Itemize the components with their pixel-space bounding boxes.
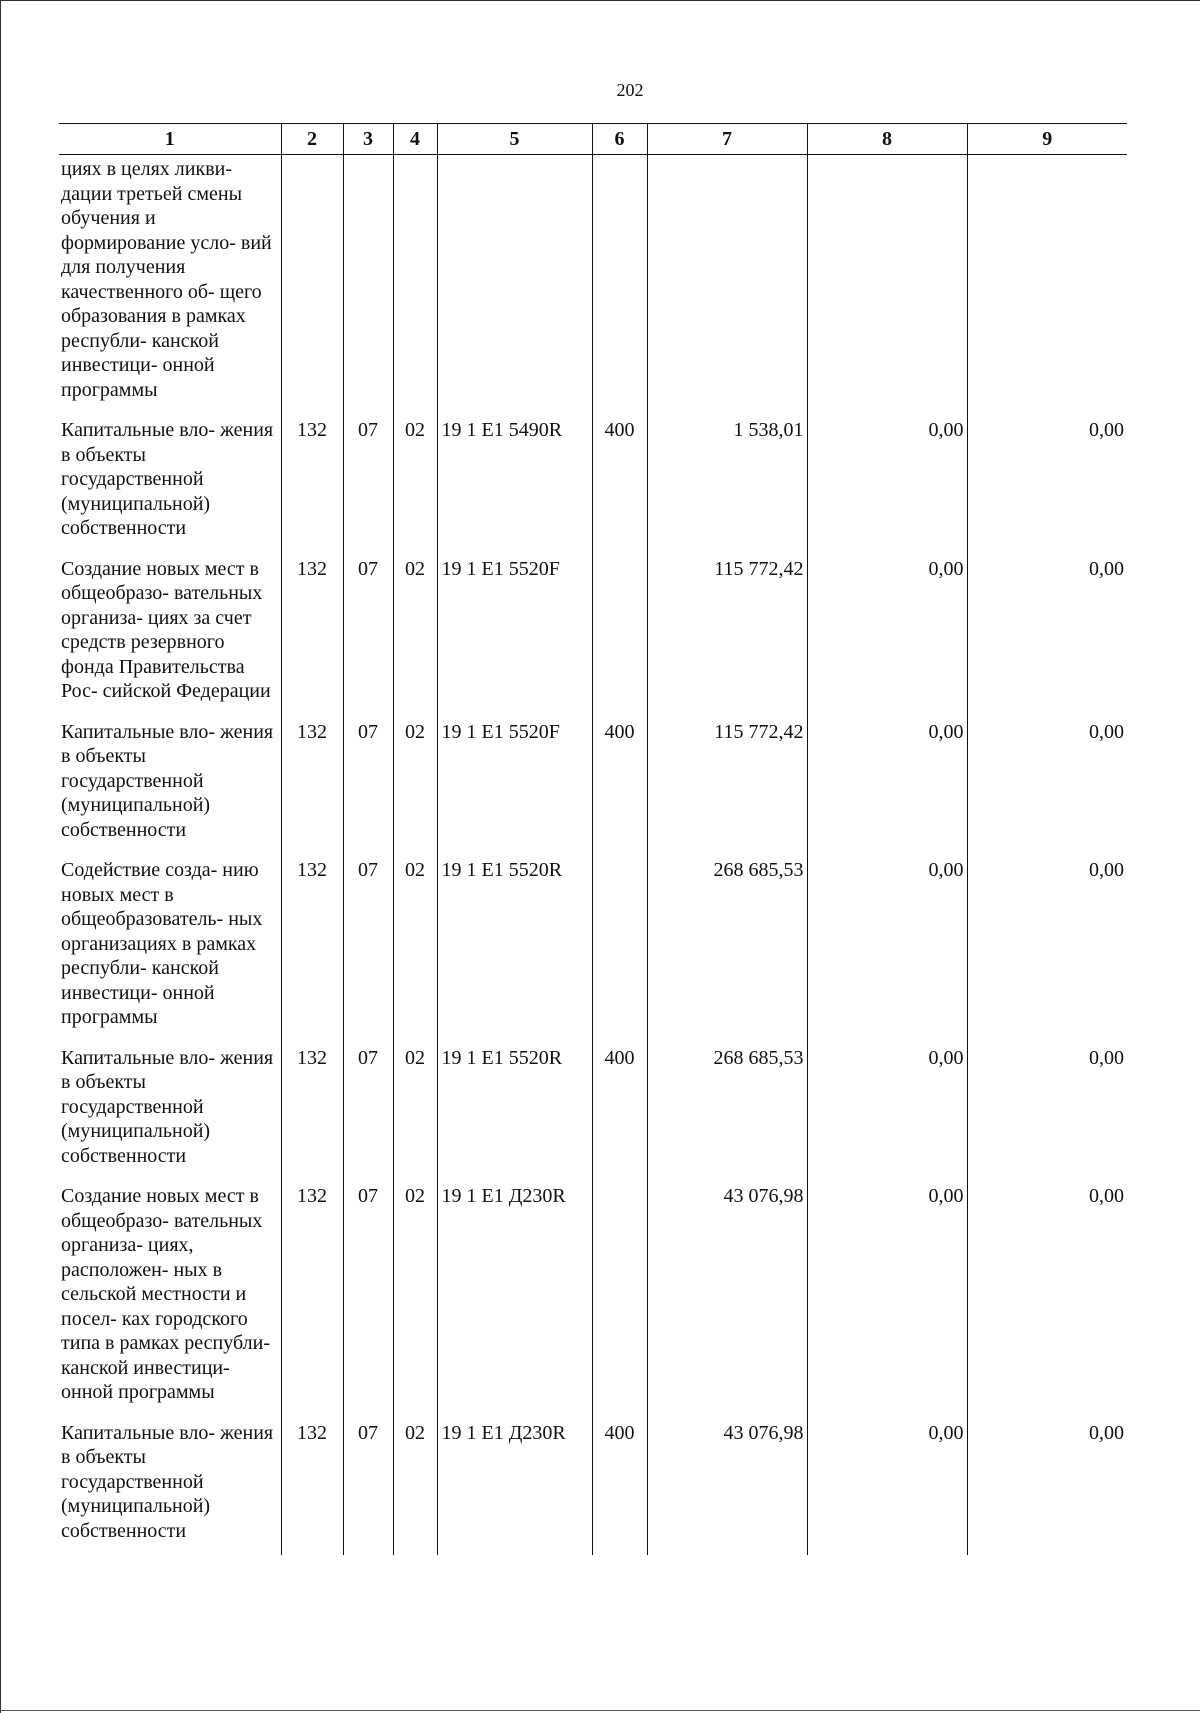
row-amount-9: 0,00: [1089, 720, 1124, 743]
row-name: Капитальные вло- жения в объекты государственной (муниципальной) собственности: [59, 416, 281, 541]
header-col-7: 7: [647, 124, 807, 155]
row-rz: 07: [343, 416, 393, 541]
row-gr: 132: [281, 856, 343, 1030]
header-col-2: 2: [281, 124, 343, 155]
row-spacer: [59, 704, 1127, 718]
page-frame-bottom: [0, 1710, 1200, 1711]
row-name: Капитальные вло- жения в объекты государственной (муниципальной) собственности: [59, 1044, 281, 1169]
row-gr: [281, 155, 343, 403]
row-spacer: [59, 402, 1127, 416]
row-spacer: [59, 541, 1127, 555]
row-vr: [592, 1182, 647, 1405]
row-rz: 07: [343, 1044, 393, 1169]
row-amount-8: 0,00: [807, 555, 967, 704]
row-csr: 19 1 E1 5520R: [437, 856, 592, 1030]
row-amount-9: [967, 155, 1127, 403]
row-amount-9: 0,00: [1089, 557, 1124, 580]
row-vr: [592, 555, 647, 704]
table-row: [59, 1419, 1127, 1544]
row-rz: 07: [343, 1419, 393, 1544]
row-amount-8: 0,00: [807, 856, 967, 1030]
table-row: [59, 1044, 1127, 1169]
row-amount-9: 0,00: [1089, 419, 1124, 441]
row-amount-7: 1 538,01: [647, 416, 807, 541]
row-amount-8: 0,00: [807, 1044, 967, 1169]
row-pr: 02: [393, 1044, 437, 1169]
row-rz: 07: [343, 856, 393, 1030]
row-gr: 132: [281, 555, 343, 704]
page-frame-left: [0, 0, 1, 1713]
header-col-3: 3: [343, 124, 393, 155]
row-csr: [437, 155, 592, 403]
row-amount-8: 0,00: [807, 1182, 967, 1405]
row-name: Содействие созда- нию новых мест в общеобразователь- ных организациях в рамках республи- канской инвестици- онной программы: [59, 856, 281, 1030]
row-pr: 02: [393, 555, 437, 704]
row-amount-9: 0,00: [1089, 859, 1124, 881]
row-name: Капитальные вло- жения в объекты государственной (муниципальной) собственности: [59, 1419, 281, 1544]
row-pr: 02: [393, 856, 437, 1030]
row-amount-8: 0,00: [807, 416, 967, 541]
row-rz: [343, 155, 393, 403]
table-row: [59, 1182, 1127, 1405]
table-row: [59, 416, 1127, 541]
row-rz: 07: [343, 1182, 393, 1405]
row-csr: 19 1 E1 5520F: [437, 718, 592, 843]
header-col-6: 6: [592, 124, 647, 155]
page-number: 202: [616, 80, 644, 100]
row-vr: 400: [592, 1044, 647, 1169]
row-pr: 02: [393, 718, 437, 843]
row-amount-7: 43 076,98: [647, 1419, 807, 1544]
budget-table: [59, 123, 1127, 1555]
row-amount-8: 0,00: [807, 718, 967, 843]
table-row: [59, 555, 1127, 704]
row-pr: 02: [393, 1182, 437, 1405]
row-vr: [592, 856, 647, 1030]
row-amount-9: 0,00: [1089, 1046, 1124, 1069]
row-amount-9: 0,00: [1089, 1185, 1124, 1207]
row-csr: 19 1 E1 Д230R: [437, 1182, 592, 1405]
row-vr: [592, 155, 647, 403]
row-amount-7: [647, 155, 807, 403]
header-row: [59, 124, 1127, 155]
row-name: Капитальные вло- жения в объекты государственной (муниципальной) собственности: [59, 718, 281, 843]
row-csr: 19 1 E1 Д230R: [437, 1419, 592, 1544]
row-amount-7: 115 772,42: [647, 555, 807, 704]
row-pr: 02: [393, 416, 437, 541]
row-gr: 132: [281, 1419, 343, 1544]
row-amount-9: 0,00: [1089, 1421, 1124, 1444]
page-frame-top: [0, 0, 1200, 1]
header-col-4: 4: [393, 124, 437, 155]
row-amount-7: 115 772,42: [647, 718, 807, 843]
row-spacer: [59, 1168, 1127, 1182]
table-row: [59, 155, 1127, 403]
header-col-8: 8: [807, 124, 967, 155]
row-name: циях в целях ликви- дации третьей смены обучения и формирование усло- вий для получения качественного об- щего образования в рамках республи- канской инвестици- онной программы: [59, 155, 281, 403]
budget-table-sheet: [59, 123, 1127, 1588]
table-row: [59, 718, 1127, 843]
header-col-5: 5: [437, 124, 592, 155]
row-gr: 132: [281, 718, 343, 843]
row-csr: 19 1 E1 5490R: [437, 416, 592, 541]
row-gr: 132: [281, 1182, 343, 1405]
row-rz: 07: [343, 718, 393, 843]
row-amount-7: 268 685,53: [647, 1044, 807, 1169]
row-vr: 400: [592, 718, 647, 843]
row-amount-7: 268 685,53: [647, 856, 807, 1030]
row-rz: 07: [343, 555, 393, 704]
row-amount-8: [807, 155, 967, 403]
header-col-1: 1: [59, 124, 281, 155]
row-csr: 19 1 E1 5520F: [437, 555, 592, 704]
row-spacer: [59, 1543, 1127, 1555]
row-amount-7: 43 076,98: [647, 1182, 807, 1405]
row-pr: [393, 155, 437, 403]
row-csr: 19 1 E1 5520R: [437, 1044, 592, 1169]
row-vr: 400: [592, 1419, 647, 1544]
row-gr: 132: [281, 416, 343, 541]
row-pr: 02: [393, 1419, 437, 1544]
row-spacer: [59, 842, 1127, 856]
row-vr: 400: [592, 416, 647, 541]
row-amount-8: 0,00: [807, 1419, 967, 1544]
header-col-9: 9: [967, 124, 1127, 155]
row-name: Создание новых мест в общеобразо- вательных организа- циях за счет средств резервного фонда Правительства Рос- сийской Федерации: [59, 555, 281, 704]
table-row: [59, 856, 1127, 1030]
row-name: Создание новых мест в общеобразо- вательных организа- циях, расположен- ных в сельской местности и посел- ках городского типа в рамках республи- канской инвестици- онной программы: [59, 1182, 281, 1405]
row-gr: 132: [281, 1044, 343, 1169]
row-spacer: [59, 1030, 1127, 1044]
row-spacer: [59, 1405, 1127, 1419]
